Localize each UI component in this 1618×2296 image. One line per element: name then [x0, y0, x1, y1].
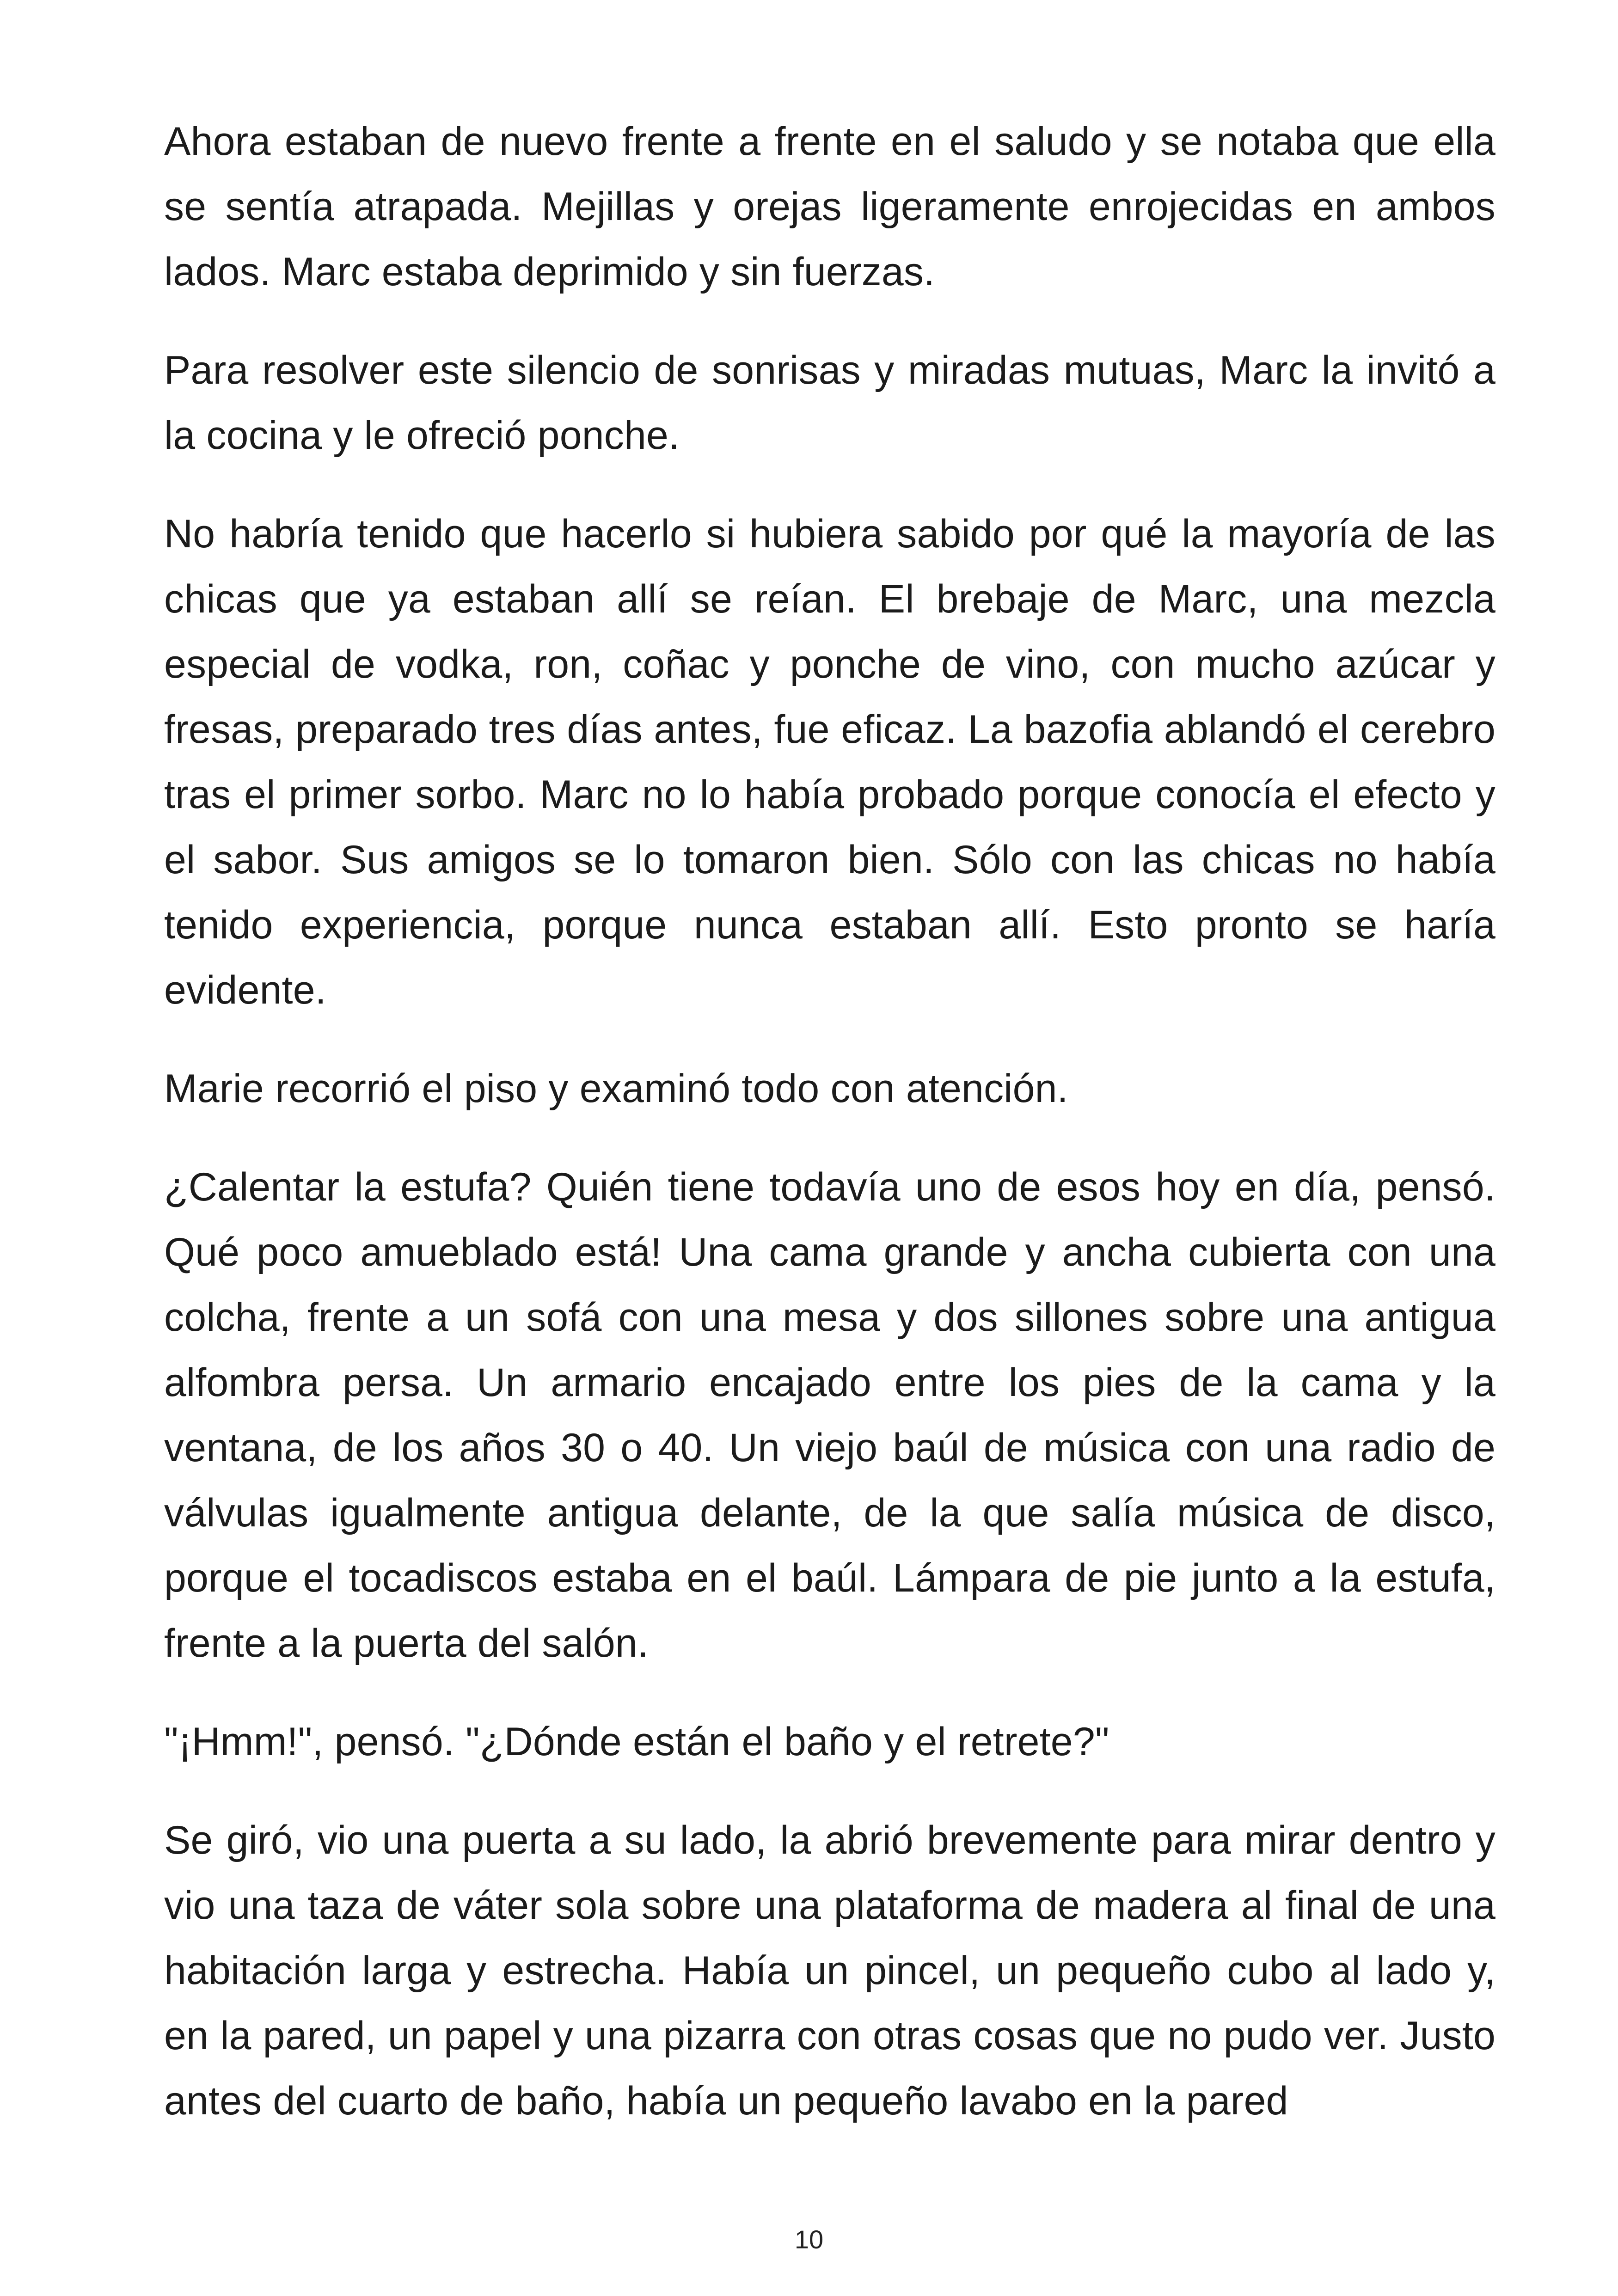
page-body	[164, 109, 1495, 2167]
paragraph: "¡Hmm!", pensó. "¿Dónde están el baño y el retrete?"	[164, 1720, 1109, 1764]
paragraph: No habría tenido que hacerlo si hubiera sabido por qué la mayoría de las chicas que ya estaban allí se reían. El brebaje de Marc, una mezcla especial de vodka, ron, coñac y ponche de vino, con mucho azúcar y fresas, preparado tres días antes, fue eficaz. La bazofia ablandó el cerebro tras el primer sorbo. Marc no lo había probado porque conocía el efecto y el sabor. Sus amigos se lo tomaron bien. Sólo con las chicas no había tenido experiencia, porque nunca estaban allí. Esto pronto se haría evidente.	[164, 512, 1495, 1012]
paragraph: Ahora estaban de nuevo frente a frente en el saludo y se notaba que ella se sentía atrapada. Mejillas y orejas ligeramente enrojecidas en ambos lados. Marc estaba deprimido y sin fuerzas.	[164, 119, 1495, 294]
page-number: 10	[794, 2225, 824, 2254]
paragraph: Se giró, vio una puerta a su lado, la abrió brevemente para mirar dentro y vio una taza de váter sola sobre una plataforma de madera al final de una habitación larga y estrecha. Había un pincel, un pequeño cubo al lado y, en la pared, un papel y una pizarra con otras cosas que no pudo ver. Justo antes del cuarto de baño, había un pequeño lavabo en la pared	[164, 1818, 1495, 2123]
paragraph: ¿Calentar la estufa? Quién tiene todavía uno de esos hoy en día, pensó. Qué poco amueblado está! Una cama grande y ancha cubierta con una colcha, frente a un sofá con una mesa y dos sillones sobre una antigua alfombra persa. Un armario encajado entre los pies de la cama y la ventana, de los años 30 o 40. Un viejo baúl de música con una radio de válvulas igualmente antigua delante, de la que salía música de disco, porque el tocadiscos estaba en el baúl. Lámpara de pie junto a la estufa, frente a la puerta del salón.	[164, 1165, 1495, 1665]
paragraph: Marie recorrió el piso y examinó todo con atención.	[164, 1066, 1068, 1111]
paragraph: Para resolver este silencio de sonrisas y miradas mutuas, Marc la invitó a la cocina y le ofreció ponche.	[164, 348, 1495, 458]
